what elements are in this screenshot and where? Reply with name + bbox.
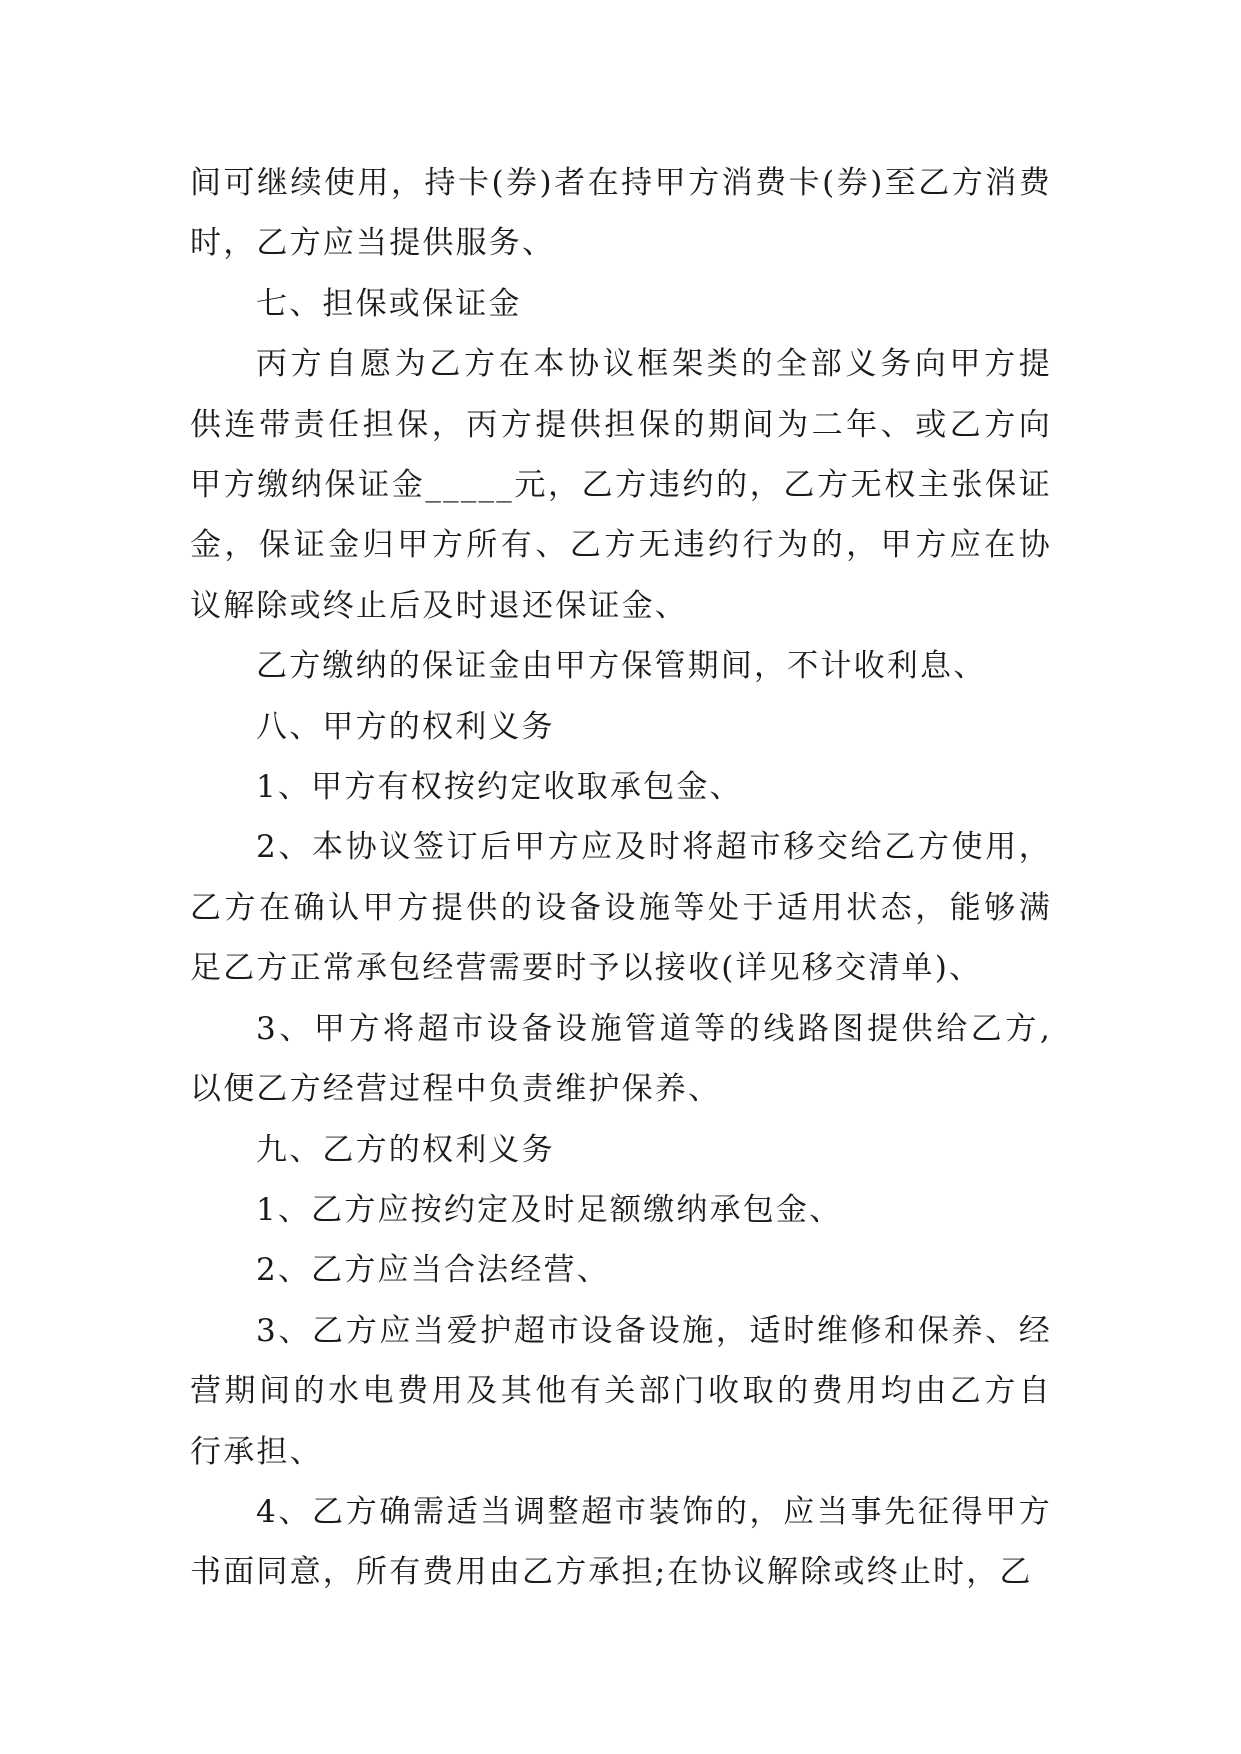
list-item-party-a-3: 3、甲方将超市设备设施管道等的线路图提供给乙方,以便乙方经营过程中负责维护保养、 — [190, 1010, 1052, 1108]
document-body — [190, 153, 1052, 1603]
list-item-party-b-2: 2、乙方应当合法经营、 — [256, 1252, 610, 1289]
list-item-party-a-2: 2、本协议签订后甲方应及时将超市移交给乙方使用，乙方在确认甲方提供的设备设施等处于适用状态，能够满足乙方正常承包经营需要时予以接收(详见移交清单)、 — [190, 829, 1052, 987]
list-item-party-b-3: 3、乙方应当爱护超市设备设施，适时维修和保养、经营期间的水电费用及其他有关部门收取的费用均由乙方自行承担、 — [190, 1312, 1052, 1470]
paragraph-continuation: 间可继续使用，持卡(券)者在持甲方消费卡(券)至乙方消费时，乙方应当提供服务、 — [190, 165, 1052, 262]
list-item-party-a-1: 1、甲方有权按约定收取承包金、 — [256, 769, 743, 806]
section-heading-party-b: 九、乙方的权利义务 — [256, 1131, 555, 1168]
section-heading-guarantee: 七、担保或保证金 — [256, 285, 522, 322]
section-heading-party-a: 八、甲方的权利义务 — [256, 708, 555, 745]
paragraph-guarantee-terms: 丙方自愿为乙方在本协议框架类的全部义务向甲方提供连带责任担保，丙方提供担保的期间为二年、或乙方向甲方缴纳保证金_____元，乙方违约的，乙方无权主张保证金，保证金归甲方所有、乙方无违约行为的，甲方应在协议解除或终止后及时退还保证金、 — [190, 346, 1052, 624]
list-item-party-b-1: 1、乙方应按约定及时足额缴纳承包金、 — [256, 1191, 843, 1228]
paragraph-deposit-interest: 乙方缴纳的保证金由甲方保管期间，不计收利息、 — [256, 648, 987, 685]
list-item-party-b-4: 4、乙方确需适当调整超市装饰的，应当事先征得甲方书面同意，所有费用由乙方承担;在协议解除或终止时，乙 — [190, 1493, 1052, 1591]
